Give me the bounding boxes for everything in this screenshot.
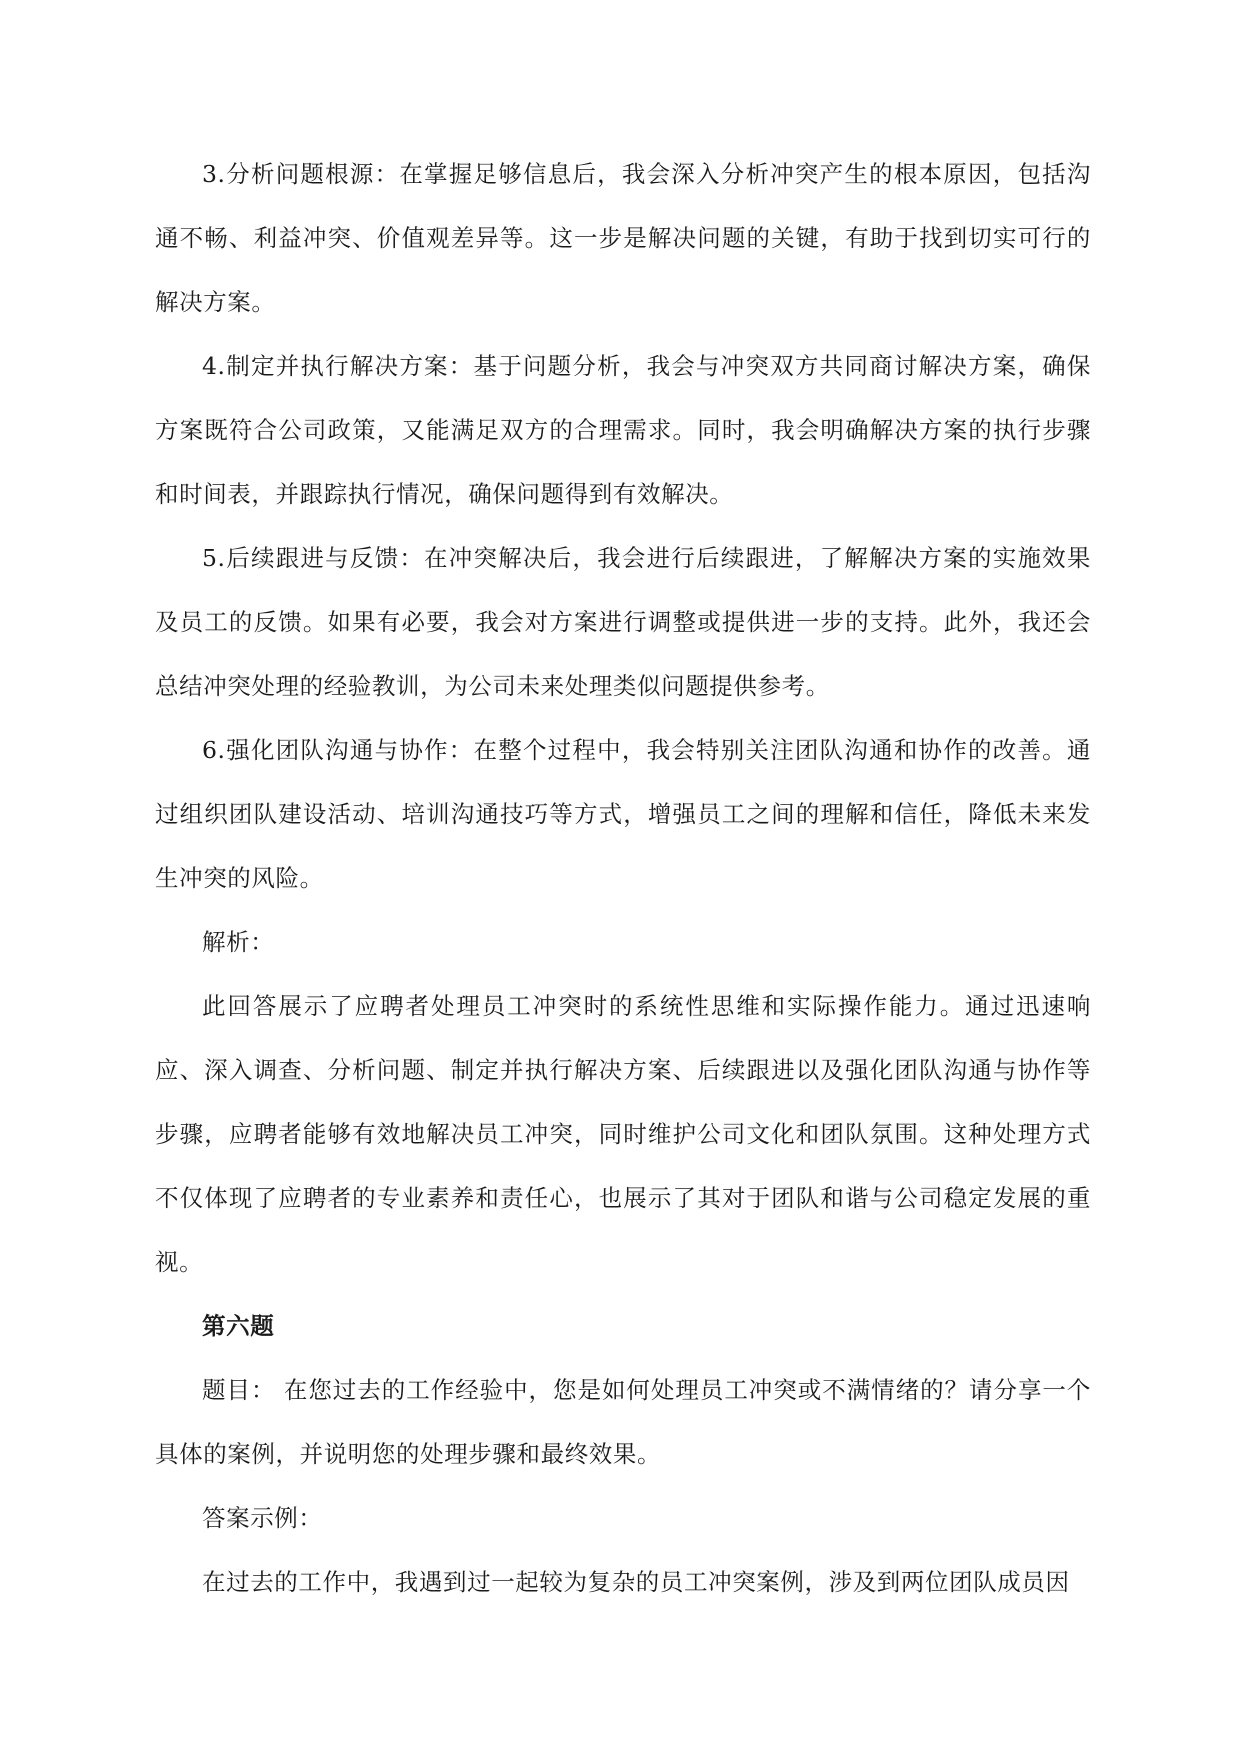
answer-label: 答案示例： bbox=[202, 1504, 323, 1532]
analysis-paragraph: 此回答展示了应聘者处理员工冲突时的系统性思维和实际操作能力。通过迅速响应、深入调查、分析问题、制定并执行解决方案、后续跟进以及强化团队沟通与协作等步骤，应聘者能够有效地解决员工冲突，同时维护公司文化和团队氛围。这种处理方式不仅体现了应聘者的专业素养和责任心，也展示了其对于团队和谐与公司稳定发展的重视。 bbox=[155, 992, 1091, 1276]
section-heading: 第六题 bbox=[202, 1312, 275, 1340]
document-body bbox=[155, 142, 1091, 1614]
answer-paragraph: 在过去的工作中，我遇到过一起较为复杂的员工冲突案例，涉及到两位团队成员因 bbox=[202, 1568, 1070, 1596]
paragraph-step-6: 6.强化团队沟通与协作：在整个过程中，我会特别关注团队沟通和协作的改善。通过组织团队建设活动、培训沟通技巧等方式，增强员工之间的理解和信任，降低未来发生冲突的风险。 bbox=[155, 736, 1091, 892]
paragraph-step-4: 4.制定并执行解决方案：基于问题分析，我会与冲突双方共同商讨解决方案，确保方案既符合公司政策，又能满足双方的合理需求。同时，我会明确解决方案的执行步骤和时间表，并跟踪执行情况，确保问题得到有效解决。 bbox=[155, 352, 1091, 508]
analysis-label: 解析： bbox=[202, 928, 275, 956]
paragraph-step-3: 3.分析问题根源：在掌握足够信息后，我会深入分析冲突产生的根本原因，包括沟通不畅、利益冲突、价值观差异等。这一步是解决问题的关键，有助于找到切实可行的解决方案。 bbox=[155, 160, 1091, 316]
question-paragraph: 题目： 在您过去的工作经验中，您是如何处理员工冲突或不满情绪的？请分享一个具体的案例，并说明您的处理步骤和最终效果。 bbox=[155, 1376, 1091, 1468]
paragraph-step-5: 5.后续跟进与反馈：在冲突解决后，我会进行后续跟进，了解解决方案的实施效果及员工的反馈。如果有必要，我会对方案进行调整或提供进一步的支持。此外，我还会总结冲突处理的经验教训，为公司未来处理类似问题提供参考。 bbox=[155, 544, 1091, 700]
